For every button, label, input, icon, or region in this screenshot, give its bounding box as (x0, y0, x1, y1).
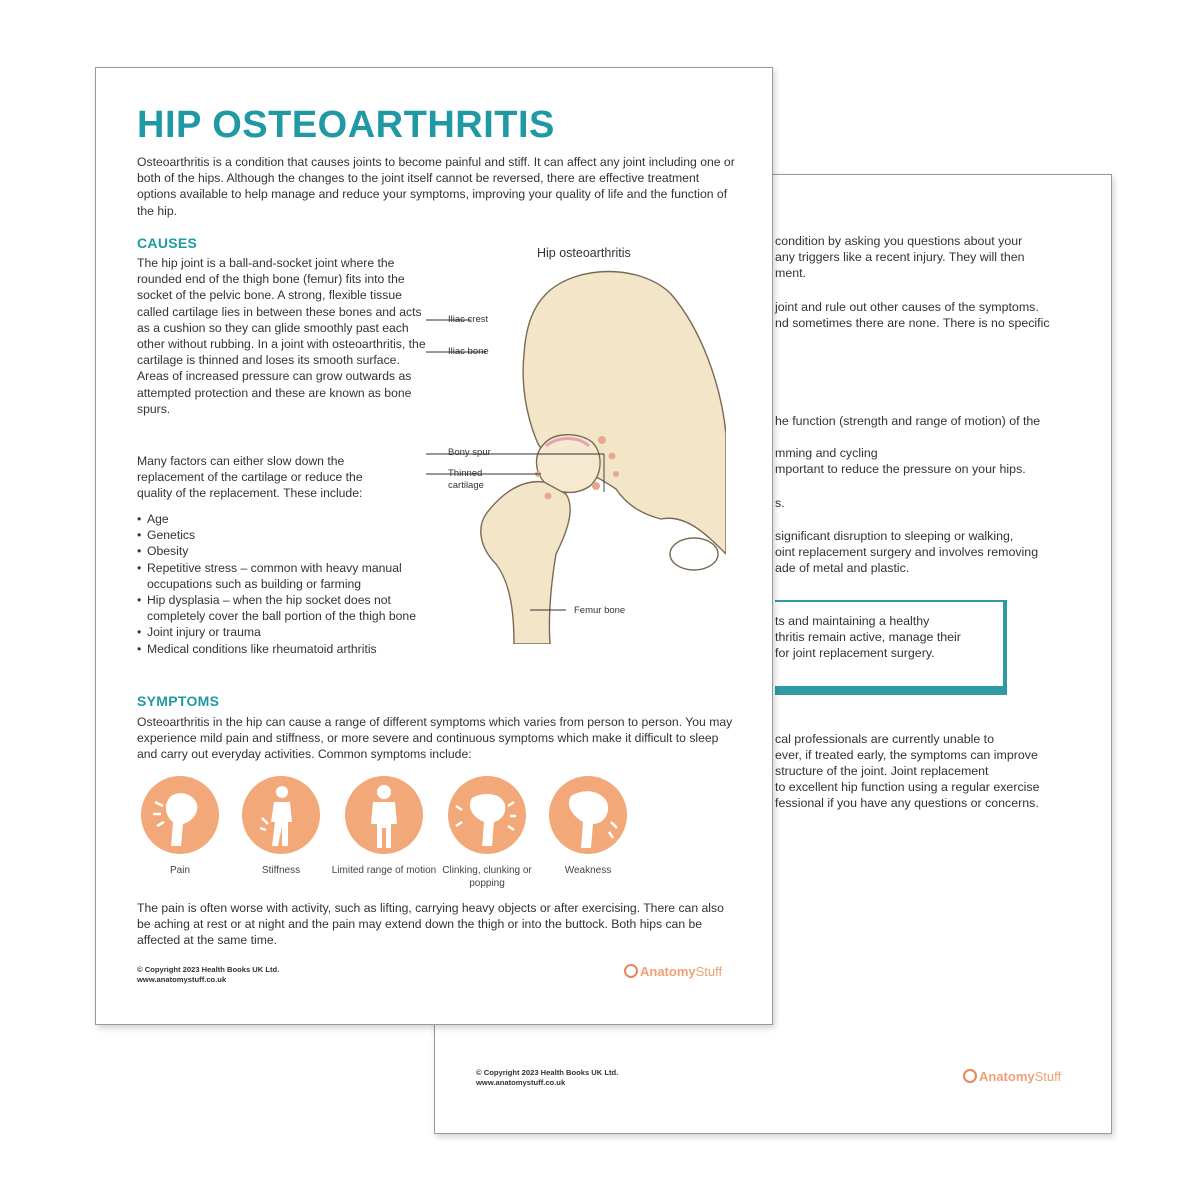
list-item: • Hip dysplasia – when the hip socket does not completely cover the ball portion of the thigh bone (137, 592, 437, 624)
label-bony-spur: Bony spur (448, 447, 491, 458)
front-page (95, 67, 773, 1025)
callout-text-line: for joint replacement surgery. (775, 646, 935, 660)
symptom-label: Clinking, clunking or popping (442, 865, 532, 889)
symptom-pain (125, 776, 235, 877)
symptom-label: Weakness (564, 865, 612, 876)
causes-paragraph: The hip joint is a ball-and-socket joint where the rounded end of the thigh bone (femur) fits into the socket of the pelvic bone. A strong, flexible tissue called cartilage lies in between these bones and acts as a cushion so they can glide smoothly past each other without rubbing. In a joint with osteoarthritis, the cartilage is thinned and loses its smooth surface. Areas of increased pressure can grow outwards as attempted protection and these are known as bone spurs. (137, 256, 426, 416)
label-iliac-crest: Iliac crest (448, 314, 489, 325)
symptom-limited-range (329, 776, 439, 877)
causes-paragraph-2: Many factors can either slow down the replacement of the cartilage or reduce the quality of the replacement. These include: (137, 454, 363, 501)
callout-text-line: thritis remain active, manage their (775, 630, 961, 644)
back-text-line: joint and rule out other causes of the symptoms. (775, 300, 1039, 314)
label-thinned-cartilage: Thinned cartilage (448, 468, 484, 491)
back-text-line: fessional if you have any questions or concerns. (775, 796, 1039, 810)
back-text-line: significant disruption to sleeping or walking, (775, 529, 1014, 543)
symptoms-heading: SYMPTOMS (137, 693, 220, 709)
figure-caption: Hip osteoarthritis (537, 246, 631, 260)
symptom-label: Stiffness (261, 865, 301, 876)
symptom-weakness (533, 776, 643, 877)
symptom-clunking (432, 776, 542, 890)
causes-list (137, 511, 437, 657)
symptom-stiffness (226, 776, 336, 877)
list-item: • Genetics (137, 527, 437, 543)
back-text-line: cal professionals are currently unable to (775, 732, 995, 746)
back-text-line: any triggers like a recent injury. They will then (775, 250, 1025, 264)
list-item: • Medical conditions like rheumatoid arthritis (137, 641, 437, 657)
back-text-line: oint replacement surgery and involves removing (775, 545, 1039, 559)
symptom-label: Pain (169, 865, 190, 876)
clunking-icon (448, 776, 526, 854)
website-text: www.anatomystuff.co.uk (476, 1078, 566, 1087)
list-item: • Repetitive stress – common with heavy manual occupations such as building or farming (137, 560, 437, 592)
back-text-line: s. (775, 496, 785, 510)
back-text-line: mming and cycling (775, 446, 878, 460)
back-text-line: nd sometimes there are none. There is no specific (775, 316, 1050, 330)
back-text-line: ever, if treated early, the symptoms can improve (775, 748, 1038, 762)
footer-copyright (137, 965, 279, 985)
copyright-text: © Copyright 2023 Health Books UK Ltd. (137, 965, 280, 974)
back-text-line: structure of the joint. Joint replacement (775, 764, 989, 778)
stiffness-icon (242, 776, 320, 854)
list-item: • Obesity (137, 543, 437, 559)
back-text-line: condition by asking you questions about your (775, 234, 1023, 248)
back-text-line: mportant to reduce the pressure on your hips. (775, 462, 1026, 476)
copyright-text: © Copyright 2023 Health Books UK Ltd. (476, 1068, 619, 1077)
symptoms-paragraph: Osteoarthritis in the hip can cause a range of different symptoms which varies from person to person. You may experience mild pain and stiffness, or more severe and continuous symptoms which make it difficult to sleep and carry out everyday activities. Common symptoms include: (137, 715, 733, 762)
page-title: HIP OSTEOARTHRITIS (137, 104, 555, 146)
label-femur-bone: Femur bone (574, 605, 626, 616)
list-item: • Age (137, 511, 437, 527)
brand-logo: AnatomyStuff (963, 1069, 1061, 1084)
footer-copyright (476, 1068, 618, 1088)
logo-icon (963, 1069, 977, 1083)
back-text-line: ment. (775, 266, 806, 280)
pain-icon (141, 776, 219, 854)
callout-text-line: ts and maintaining a healthy (775, 614, 930, 628)
back-text-line: ade of metal and plastic. (775, 561, 910, 575)
intro-paragraph: Osteoarthritis is a condition that causes joints to become painful and stiff. It can affect any joint including one or both of the hips. Although the changes to the joint itself cannot be reversed, there are effective treatment options available to help manage and reduce your symptoms, improving your quality of life and the function of the hip. (137, 155, 735, 218)
website-text: www.anatomystuff.co.uk (137, 975, 227, 984)
symptom-label: Limited range of motion (331, 865, 437, 876)
back-text-line: he function (strength and range of motion) of the (775, 414, 1041, 428)
limited-motion-icon (345, 776, 423, 854)
logo-icon (624, 964, 638, 978)
back-text-line: to excellent hip function using a regular exercise (775, 780, 1040, 794)
causes-heading: CAUSES (137, 235, 198, 251)
weakness-icon (549, 776, 627, 854)
symptoms-closing-paragraph: The pain is often worse with activity, such as lifting, carrying heavy objects or after exercising. There can also be aching at rest or at night and the pain may extend down the thigh or into the buttock. Both hips can be affected at the same time. (137, 901, 724, 948)
brand-logo: AnatomyStuff (624, 964, 722, 979)
list-item: • Joint injury or trauma (137, 624, 437, 640)
label-iliac-bone: Iliac bone (448, 346, 489, 357)
